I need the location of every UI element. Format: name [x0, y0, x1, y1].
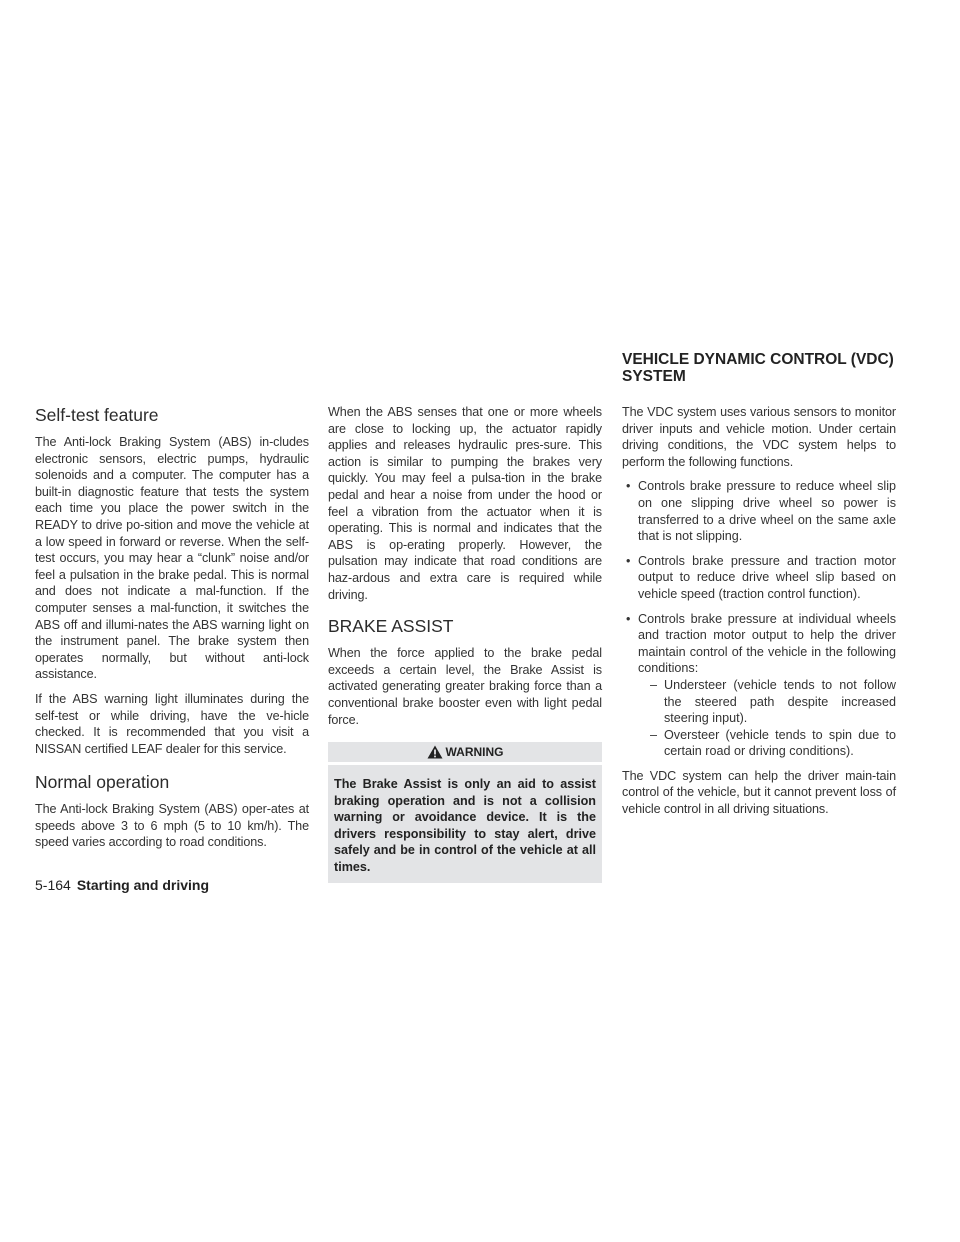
warning-header: [328, 742, 602, 765]
paragraph-abs-operation: When the ABS senses that one or more wheels are close to locking up, the actuator rapidly applies and releases hydraulic pres-sure. This action is similar to pumping the brakes very quickly. You may feel a pulsa-tion in the brake pedal and hear a noise from under the hood or feel a vibration from the actuator when it is operating. This is normal and indicates that the ABS is op-erating properly. However, the pulsation may indicate that road conditions are haz-ardous and extra care is required while driving.: [328, 405, 602, 602]
list-item: – Understeer (vehicle tends to not follow the steered path despite increased steering input).: [638, 677, 896, 727]
list-item: [622, 611, 896, 760]
paragraph-normal-operation: The Anti-lock Braking System (ABS) oper-ates at speeds above 3 to 6 mph (5 to 10 km/h). The speed varies according to road conditions.: [35, 802, 309, 850]
paragraph-brake-assist: When the force applied to the brake pedal exceeds a certain level, the Brake Assist is activated generating greater braking force than a conventional brake booster even with light pedal force.: [328, 646, 602, 727]
warning-triangle-icon: [427, 745, 443, 759]
warning-text: The Brake Assist is only an aid to assist braking operation and is not a collision warning or avoidance device. It is the drivers responsibility to stay alert, drive safely and be in control of the vehicle at all times.: [334, 777, 596, 875]
heading-normal-operation: Normal operation: [35, 772, 170, 793]
section-title-vdc: VEHICLE DYNAMIC CONTROL (VDC) SYSTEM: [622, 351, 894, 385]
condition-list: [638, 677, 896, 760]
warning-box: [328, 742, 602, 883]
paragraph-self-test-1: The Anti-lock Braking System (ABS) in-cludes electronic sensors, electric pumps, hydraulic solenoids and a computer. The computer has a built-in diagnostic feature that tests the system each time you place the power switch in the READY to drive po-sition and move the vehicle at a low speed in forward or reverse. When the self-test occurs, you may hear a “clunk” noise and/or feel a pulsation in the brake pedal. This is normal and does not indicate a mal-function. If the computer senses a mal-function, it switches the ABS off and illumi-nates the ABS warning light on the instrument panel. The brake system then operates normally, but without anti-lock assistance.: [35, 435, 309, 682]
chapter-title: Starting and driving: [76, 877, 210, 893]
page-footer: [35, 877, 209, 893]
column-left: [35, 404, 309, 859]
paragraph-vdc-intro: The VDC system uses various sensors to monitor driver inputs and vehicle motion. Under certain driving conditions, the VDC system helps to perform the following functions.: [622, 405, 896, 469]
warning-title: WARNING: [445, 745, 504, 760]
list-item: • Controls brake pressure to reduce wheel slip on one slipping drive wheel so power is transferred to a drive wheel on the same axle that is not slipping.: [622, 478, 896, 544]
paragraph-vdc-closing: The VDC system can help the driver main-tain control of the vehicle, but it cannot prevent loss of vehicle control in all driving situations.: [622, 768, 896, 817]
list-item-text: Controls brake pressure at individual wheels and traction motor output to help the driver maintain control of the vehicle in the following conditions:: [638, 611, 896, 676]
page-number: 5-164: [35, 877, 71, 893]
column-middle: [328, 404, 602, 883]
heading-self-test: Self-test feature: [35, 405, 159, 425]
list-item: – Oversteer (vehicle tends to spin due to certain road or driving conditions).: [638, 727, 896, 760]
vdc-function-list: [622, 478, 896, 760]
column-right: [622, 404, 896, 826]
heading-brake-assist: BRAKE ASSIST: [328, 616, 454, 637]
list-item: • Controls brake pressure and traction motor output to reduce drive wheel slip based on vehicle speed (traction control function).: [622, 553, 896, 603]
paragraph-self-test-2: If the ABS warning light illuminates during the self-test or while driving, have the ve-hicle checked. It is recommended that you visit a NISSAN certified LEAF dealer for this service.: [35, 691, 309, 756]
